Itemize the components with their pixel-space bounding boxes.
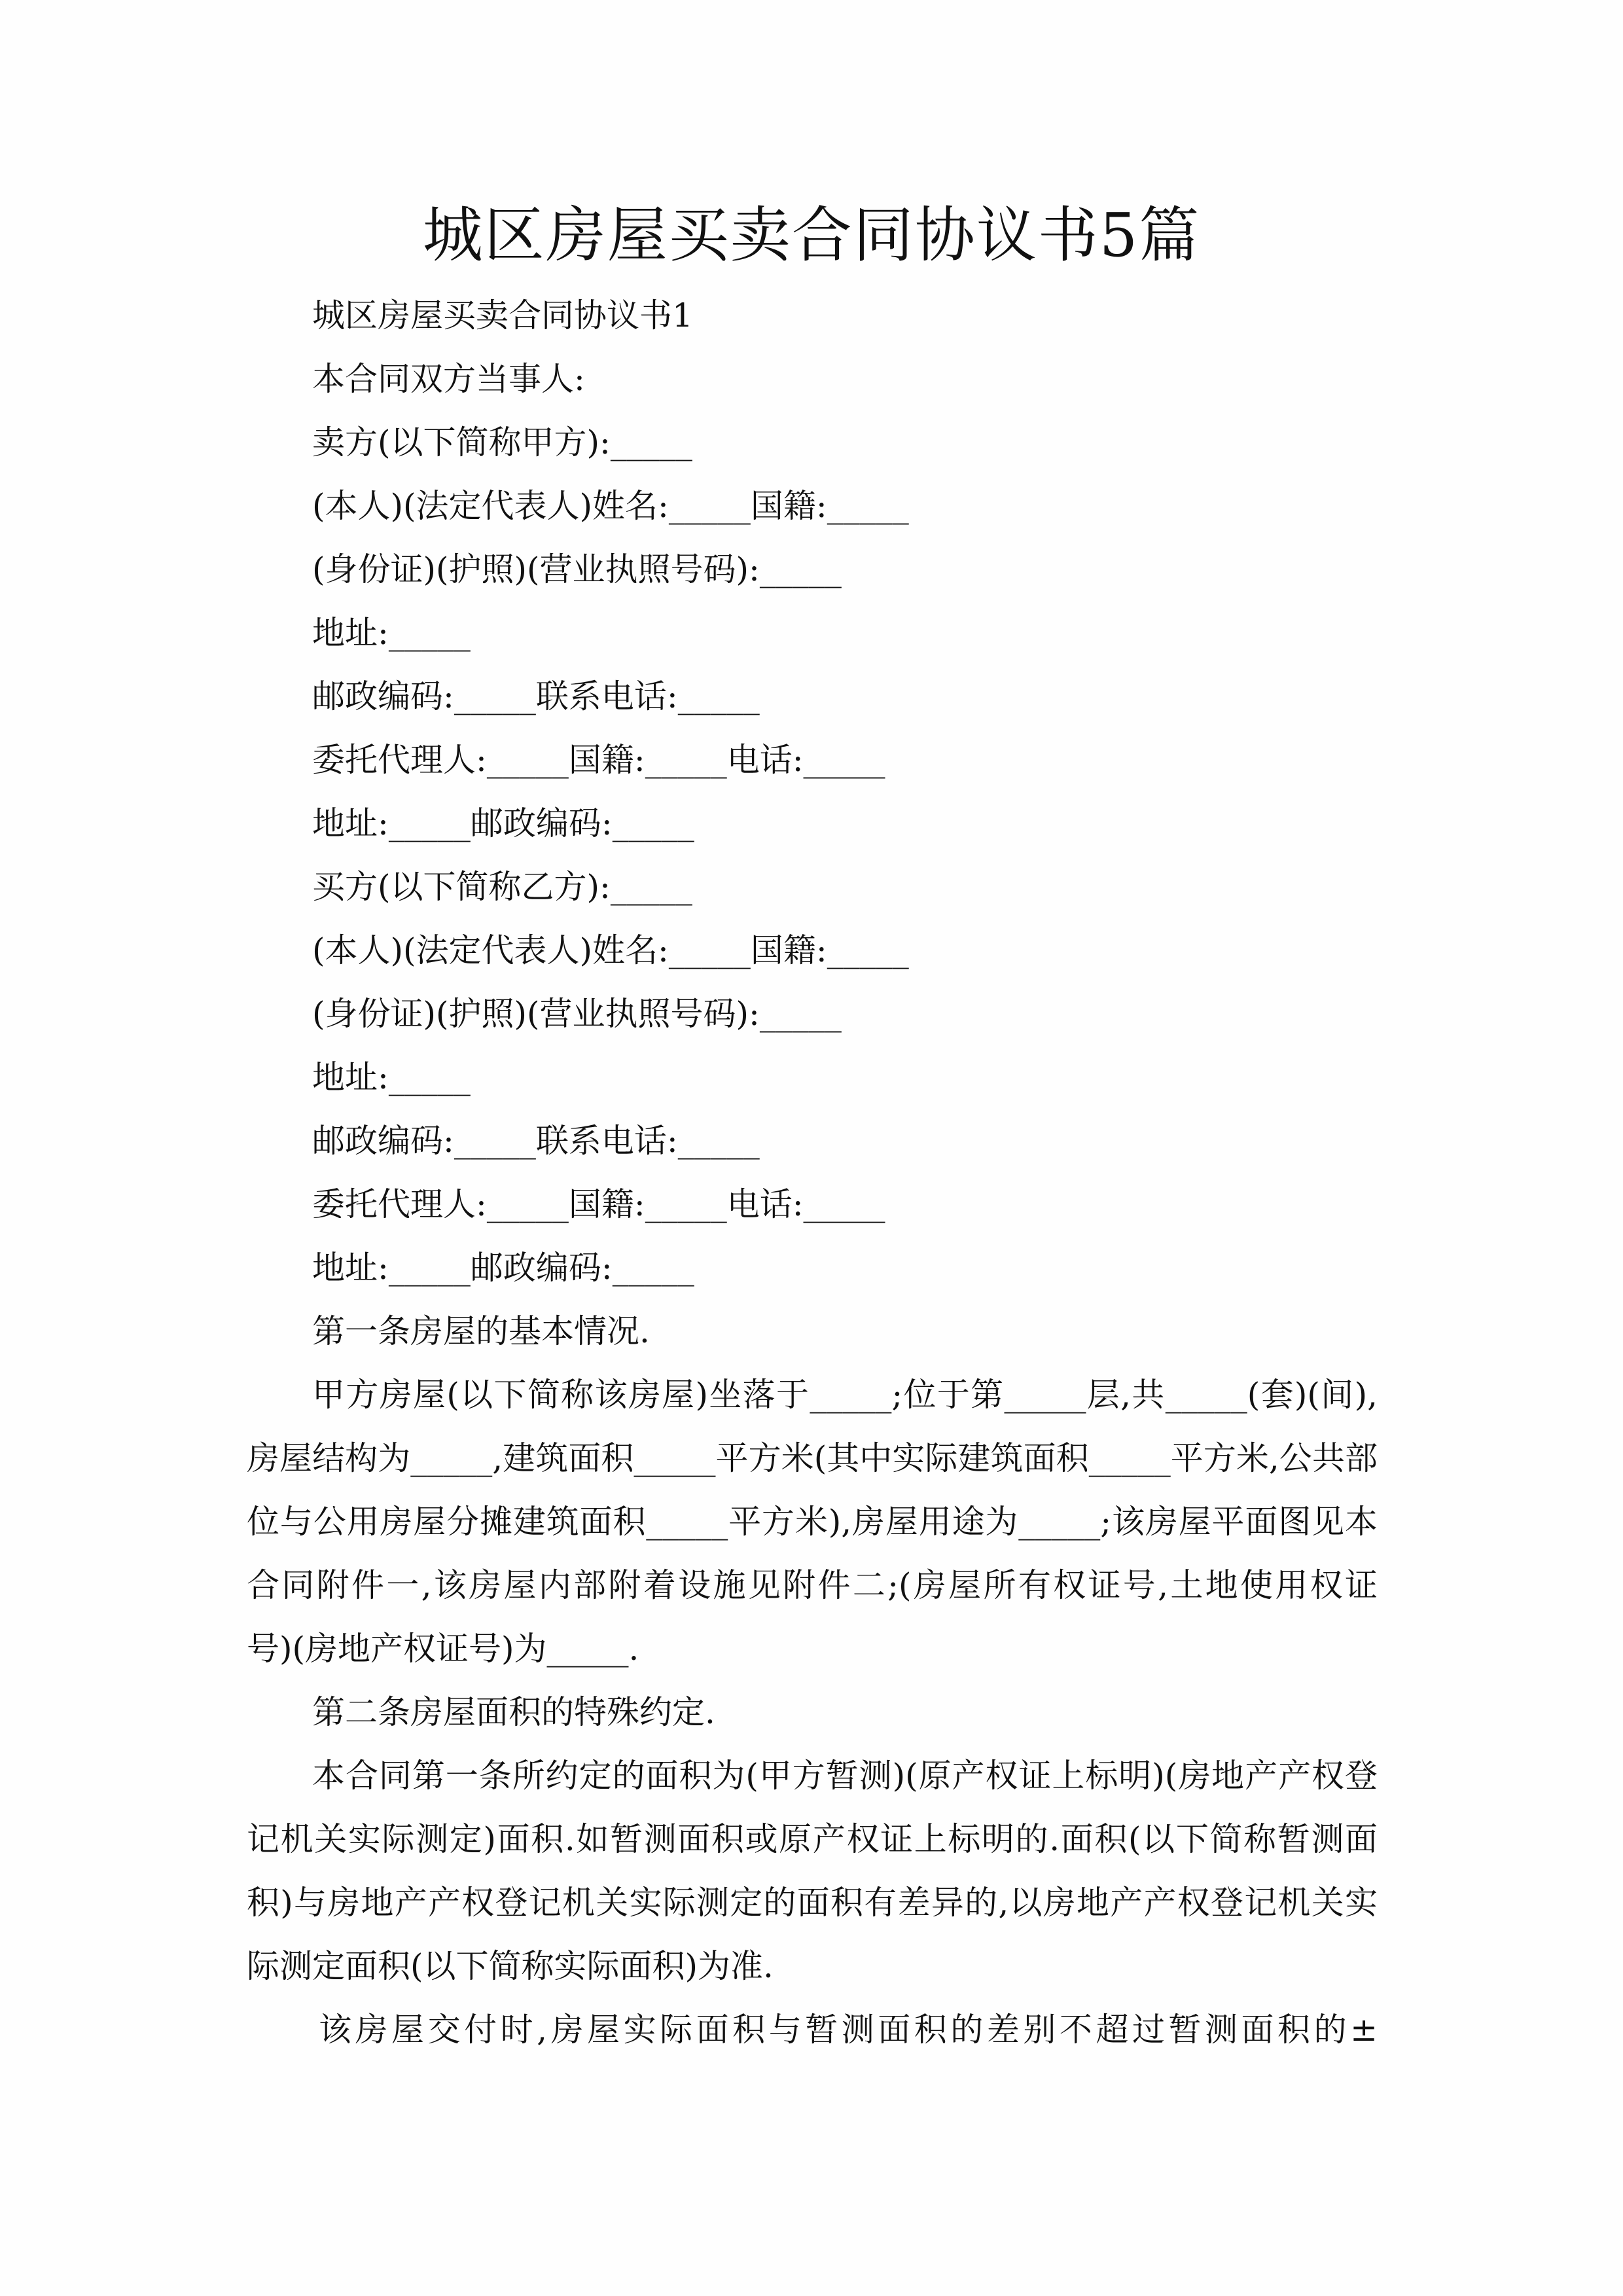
buyer-postcode-phone: 邮政编码:_____联系电话:_____ [312,1122,760,1160]
buyer-id: (身份证)(护照)(营业执照号码):_____ [312,995,842,1033]
article2-line-5: 该房屋交付时,房屋实际面积与暂测面积的差别不超过暂测面积的± [319,2011,1378,2049]
buyer-address: 地址:_____ [312,1058,471,1096]
seller-agent: 委托代理人:_____国籍:_____电话:_____ [312,741,885,779]
buyer-agent: 委托代理人:_____国籍:_____电话:_____ [312,1185,885,1223]
article1-line-2: 房屋结构为_____,建筑面积_____平方米(其中实际建筑面积_____平方米,公共部 [247,1439,1378,1477]
seller-name-nationality: (本人)(法定代表人)姓名:_____国籍:_____ [312,487,909,525]
seller-postcode-phone: 邮政编码:_____联系电话:_____ [312,677,760,715]
article2-line-1: 本合同第一条所约定的面积为(甲方暂测)(原产权证上标明)(房地产产权登 [312,1757,1378,1795]
seller-address: 地址:_____ [312,614,471,652]
section-heading: 城区房屋买卖合同协议书1 [312,296,693,334]
article1-line-1: 甲方房屋(以下简称该房屋)坐落于_____;位于第_____层,共_____(套)(间), [312,1376,1378,1414]
article1-line-3: 位与公用房屋分摊建筑面积_____平方米),房屋用途为_____;该房屋平面图见本 [247,1503,1378,1541]
article2-heading: 第二条房屋面积的特殊约定. [312,1693,715,1731]
article1-line-4: 合同附件一,该房屋内部附着设施见附件二;(房屋所有权证号,土地使用权证 [247,1566,1378,1604]
buyer-name-nationality: (本人)(法定代表人)姓名:_____国籍:_____ [312,931,909,969]
seller-label: 卖方(以下简称甲方):_____ [312,423,692,461]
parties-intro: 本合同双方当事人: [312,360,585,398]
seller-agent-address: 地址:_____邮政编码:_____ [312,804,694,842]
buyer-agent-address: 地址:_____邮政编码:_____ [312,1249,694,1287]
article2-line-3: 积)与房地产产权登记机关实际测定的面积有差异的,以房地产产权登记机关实 [247,1884,1378,1922]
document-title: 城区房屋买卖合同协议书5篇 [422,200,1201,270]
article1-heading: 第一条房屋的基本情况. [312,1312,650,1350]
article1-line-5: 号)(房地产权证号)为_____. [247,1630,639,1668]
buyer-label: 买方(以下简称乙方):_____ [312,868,692,906]
article2-line-2: 记机关实际测定)面积.如暂测面积或原产权证上标明的.面积(以下简称暂测面 [247,1820,1378,1858]
seller-id: (身份证)(护照)(营业执照号码):_____ [312,550,842,588]
article2-line-4: 际测定面积(以下简称实际面积)为准. [247,1947,774,1985]
